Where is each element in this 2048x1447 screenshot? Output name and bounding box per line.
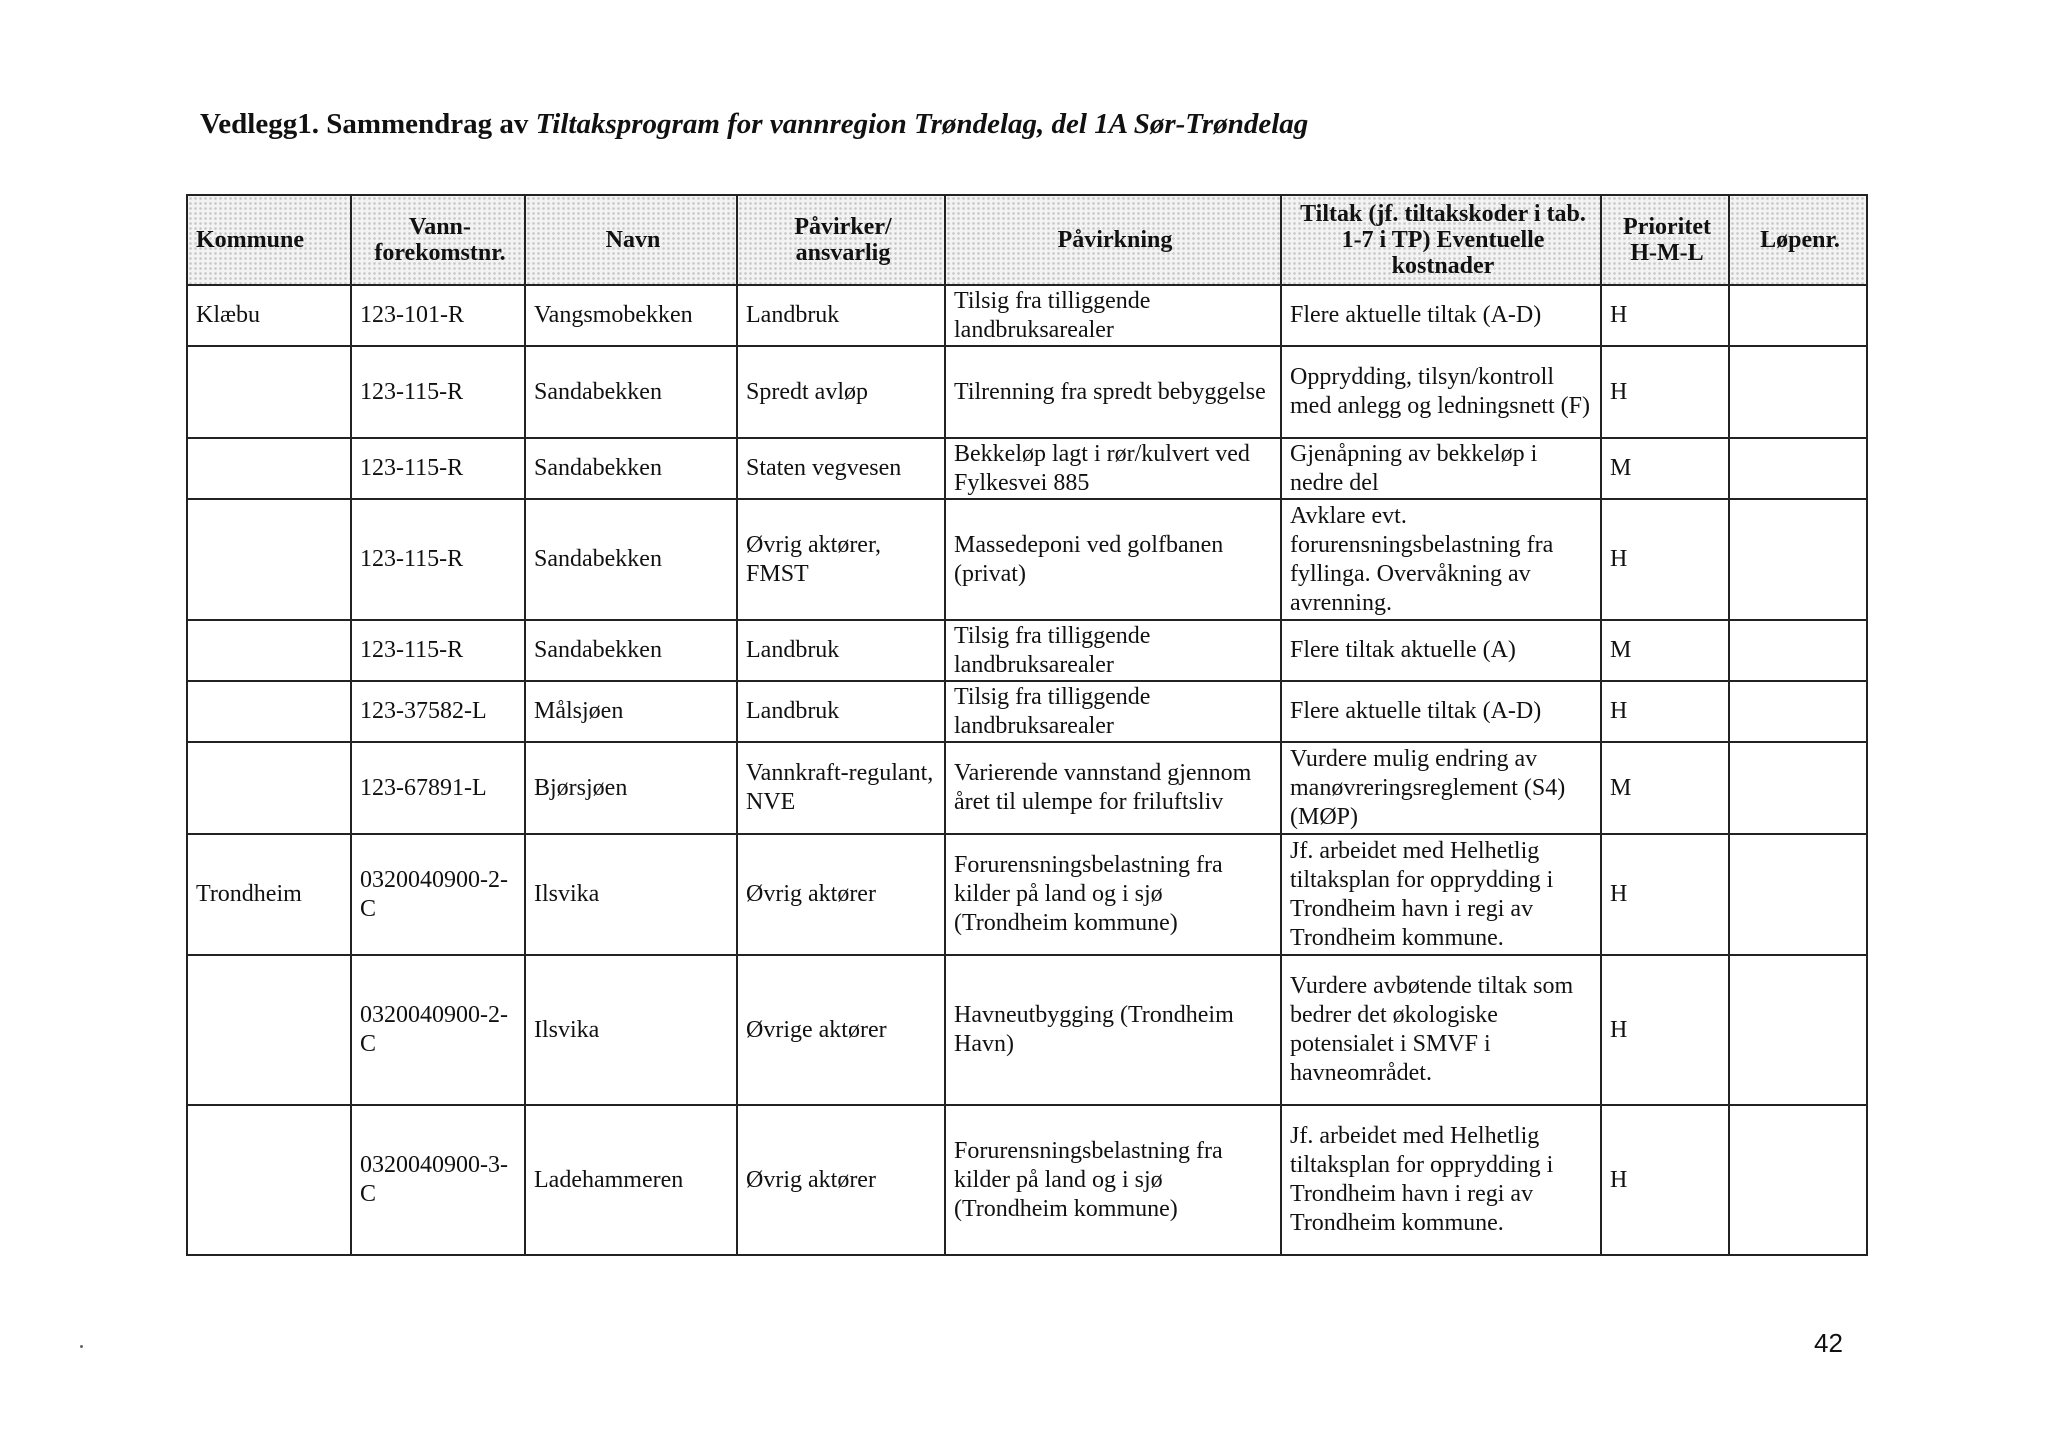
cell-tiltak: Vurdere avbøtende tiltak som bedrer det økologiske potensialet i SMVF i havneområdet. bbox=[1281, 955, 1601, 1105]
cell-ansvarlig: Spredt avløp bbox=[737, 346, 945, 438]
cell-pavirkning: Varierende vannstand gjennom året til ulempe for friluftsliv bbox=[945, 742, 1281, 834]
cell-kommune bbox=[187, 499, 351, 620]
header-navn: Navn bbox=[525, 195, 737, 285]
table-row bbox=[187, 285, 1867, 346]
cell-kommune bbox=[187, 438, 351, 499]
cell-prioritet: H bbox=[1601, 1105, 1729, 1255]
cell-tiltak: Flere aktuelle tiltak (A-D) bbox=[1281, 681, 1601, 742]
document-title bbox=[200, 108, 1308, 141]
header-pavirkning: Påvirkning bbox=[945, 195, 1281, 285]
cell-ansvarlig: Staten vegvesen bbox=[737, 438, 945, 499]
cell-tiltak: Jf. arbeidet med Helhetlig tiltaksplan for opprydding i Trondheim havn i regi av Trondheim kommune. bbox=[1281, 1105, 1601, 1255]
cell-nr: 123-37582-L bbox=[351, 681, 525, 742]
cell-prioritet: H bbox=[1601, 499, 1729, 620]
cell-nr: 123-115-R bbox=[351, 620, 525, 681]
table-row bbox=[187, 834, 1867, 955]
cell-lopenr bbox=[1729, 620, 1867, 681]
header-row bbox=[187, 195, 1867, 285]
cell-tiltak: Flere aktuelle tiltak (A-D) bbox=[1281, 285, 1601, 346]
cell-prioritet: H bbox=[1601, 681, 1729, 742]
table-row bbox=[187, 346, 1867, 438]
cell-ansvarlig: Øvrige aktører bbox=[737, 955, 945, 1105]
cell-kommune bbox=[187, 620, 351, 681]
cell-ansvarlig: Øvrig aktører bbox=[737, 1105, 945, 1255]
cell-navn: Ladehammeren bbox=[525, 1105, 737, 1255]
scan-speck bbox=[80, 1345, 83, 1348]
cell-nr: 0320040900-2-C bbox=[351, 834, 525, 955]
cell-navn: Målsjøen bbox=[525, 681, 737, 742]
cell-prioritet: M bbox=[1601, 620, 1729, 681]
cell-pavirkning: Massedeponi ved golfbanen (privat) bbox=[945, 499, 1281, 620]
cell-pavirkning: Havneutbygging (Trondheim Havn) bbox=[945, 955, 1281, 1105]
header-kommune: Kommune bbox=[187, 195, 351, 285]
cell-ansvarlig: Landbruk bbox=[737, 620, 945, 681]
cell-navn: Sandabekken bbox=[525, 346, 737, 438]
cell-tiltak: Avklare evt. forurensningsbelastning fra fyllinga. Overvåkning av avrenning. bbox=[1281, 499, 1601, 620]
cell-nr: 123-115-R bbox=[351, 499, 525, 620]
table-row bbox=[187, 499, 1867, 620]
header-pavirker-ansvarlig: Påvirker/ ansvarlig bbox=[737, 195, 945, 285]
cell-kommune bbox=[187, 681, 351, 742]
cell-tiltak: Gjenåpning av bekkeløp i nedre del bbox=[1281, 438, 1601, 499]
cell-prioritet: M bbox=[1601, 742, 1729, 834]
cell-nr: 123-67891-L bbox=[351, 742, 525, 834]
cell-kommune bbox=[187, 346, 351, 438]
measures-table bbox=[186, 194, 1868, 1256]
cell-nr: 123-101-R bbox=[351, 285, 525, 346]
table-row bbox=[187, 742, 1867, 834]
table-row bbox=[187, 1105, 1867, 1255]
cell-pavirkning: Tilsig fra tilliggende landbruksarealer bbox=[945, 285, 1281, 346]
cell-navn: Ilsvika bbox=[525, 834, 737, 955]
header-lopenr: Løpenr. bbox=[1729, 195, 1867, 285]
cell-pavirkning: Forurensningsbelastning fra kilder på land og i sjø (Trondheim kommune) bbox=[945, 1105, 1281, 1255]
cell-lopenr bbox=[1729, 438, 1867, 499]
cell-navn: Sandabekken bbox=[525, 499, 737, 620]
cell-kommune bbox=[187, 742, 351, 834]
cell-pavirkning: Bekkeløp lagt i rør/kulvert ved Fylkesvei 885 bbox=[945, 438, 1281, 499]
cell-tiltak: Flere tiltak aktuelle (A) bbox=[1281, 620, 1601, 681]
cell-pavirkning: Tilrenning fra spredt bebyggelse bbox=[945, 346, 1281, 438]
header-vannforekomstnr: Vann-forekomstnr. bbox=[351, 195, 525, 285]
title-italic: Tiltaksprogram for vannregion Trøndelag, del 1A Sør-Trøndelag bbox=[535, 108, 1309, 140]
cell-nr: 123-115-R bbox=[351, 346, 525, 438]
cell-nr: 123-115-R bbox=[351, 438, 525, 499]
cell-lopenr bbox=[1729, 1105, 1867, 1255]
cell-prioritet: H bbox=[1601, 834, 1729, 955]
cell-nr: 0320040900-2-C bbox=[351, 955, 525, 1105]
cell-prioritet: M bbox=[1601, 438, 1729, 499]
cell-kommune: Trondheim bbox=[187, 834, 351, 955]
cell-ansvarlig: Øvrig aktører bbox=[737, 834, 945, 955]
table-row bbox=[187, 620, 1867, 681]
cell-tiltak: Vurdere mulig endring av manøvreringsreglement (S4) (MØP) bbox=[1281, 742, 1601, 834]
cell-prioritet: H bbox=[1601, 955, 1729, 1105]
cell-lopenr bbox=[1729, 955, 1867, 1105]
title-prefix: Vedlegg1. Sammendrag av bbox=[200, 108, 536, 140]
cell-kommune bbox=[187, 1105, 351, 1255]
cell-pavirkning: Forurensningsbelastning fra kilder på land og i sjø (Trondheim kommune) bbox=[945, 834, 1281, 955]
cell-ansvarlig: Landbruk bbox=[737, 681, 945, 742]
cell-kommune: Klæbu bbox=[187, 285, 351, 346]
cell-ansvarlig: Vannkraft-regulant, NVE bbox=[737, 742, 945, 834]
cell-lopenr bbox=[1729, 742, 1867, 834]
header-tiltak: Tiltak (jf. tiltakskoder i tab. 1-7 i TP) Eventuelle kostnader bbox=[1281, 195, 1601, 285]
cell-navn: Vangsmobekken bbox=[525, 285, 737, 346]
cell-lopenr bbox=[1729, 499, 1867, 620]
cell-nr: 0320040900-3-C bbox=[351, 1105, 525, 1255]
cell-lopenr bbox=[1729, 681, 1867, 742]
cell-navn: Sandabekken bbox=[525, 620, 737, 681]
cell-kommune bbox=[187, 955, 351, 1105]
cell-ansvarlig: Øvrig aktører, FMST bbox=[737, 499, 945, 620]
cell-prioritet: H bbox=[1601, 285, 1729, 346]
cell-lopenr bbox=[1729, 285, 1867, 346]
cell-navn: Bjørsjøen bbox=[525, 742, 737, 834]
cell-navn: Ilsvika bbox=[525, 955, 737, 1105]
cell-lopenr bbox=[1729, 346, 1867, 438]
header-prioritet: Prioritet H-M-L bbox=[1601, 195, 1729, 285]
page-number: 42 bbox=[1814, 1328, 1843, 1358]
table-row bbox=[187, 438, 1867, 499]
table-row bbox=[187, 955, 1867, 1105]
cell-tiltak: Opprydding, tilsyn/kontroll med anlegg og ledningsnett (F) bbox=[1281, 346, 1601, 438]
cell-lopenr bbox=[1729, 834, 1867, 955]
cell-pavirkning: Tilsig fra tilliggende landbruksarealer bbox=[945, 620, 1281, 681]
cell-ansvarlig: Landbruk bbox=[737, 285, 945, 346]
cell-navn: Sandabekken bbox=[525, 438, 737, 499]
cell-tiltak: Jf. arbeidet med Helhetlig tiltaksplan for opprydding i Trondheim havn i regi av Trondheim kommune. bbox=[1281, 834, 1601, 955]
table-row bbox=[187, 681, 1867, 742]
cell-pavirkning: Tilsig fra tilliggende landbruksarealer bbox=[945, 681, 1281, 742]
cell-prioritet: H bbox=[1601, 346, 1729, 438]
